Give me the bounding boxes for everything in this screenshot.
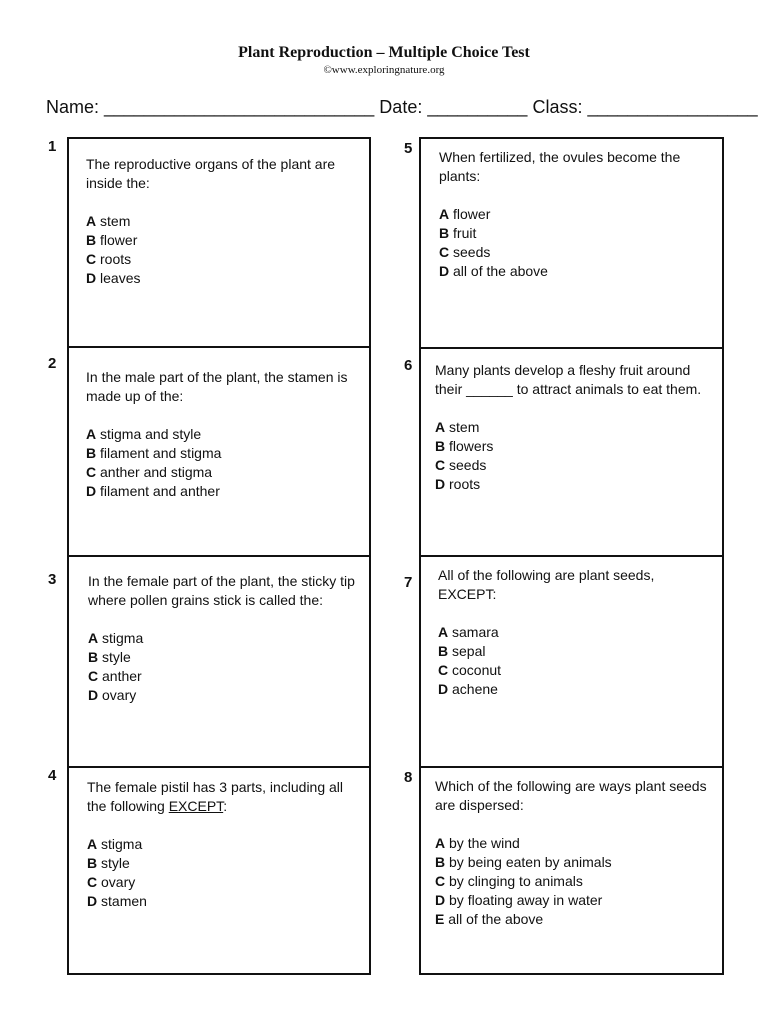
option-letter: A xyxy=(87,836,98,852)
option-text: roots xyxy=(445,476,481,492)
question-number: 7 xyxy=(404,574,413,591)
question-prompt: When fertilized, the ovules become the plants: xyxy=(439,149,681,184)
answer-option xyxy=(86,425,358,444)
answer-option xyxy=(439,243,711,262)
option-letter: A xyxy=(86,426,97,442)
question-number: 8 xyxy=(404,769,413,786)
copyright-line: ©www.exploringnature.org xyxy=(323,64,445,76)
option-letter: D xyxy=(435,892,446,908)
option-letter: C xyxy=(439,244,450,260)
option-text: flowers xyxy=(445,438,494,454)
option-text: style xyxy=(98,649,131,665)
option-text: stigma and style xyxy=(96,426,202,442)
question-1 xyxy=(86,155,356,288)
answer-option xyxy=(438,642,698,661)
question-prompt: In the male part of the plant, the stamen is made up of the: xyxy=(86,369,348,404)
option-letter: B xyxy=(438,643,449,659)
question-5 xyxy=(439,148,711,281)
left-divider-1 xyxy=(69,346,369,348)
option-letter: D xyxy=(435,476,446,492)
answer-option xyxy=(87,873,357,892)
answer-option xyxy=(435,418,707,437)
answer-option xyxy=(438,661,698,680)
option-text: style xyxy=(97,855,130,871)
option-text: sepal xyxy=(448,643,486,659)
question-4 xyxy=(87,778,357,911)
answer-option xyxy=(86,250,356,269)
answer-option xyxy=(87,835,357,854)
option-letter: C xyxy=(438,662,449,678)
question-prompt: The reproductive organs of the plant are inside the: xyxy=(86,156,336,191)
question-number: 5 xyxy=(404,140,413,157)
option-letter: B xyxy=(439,225,450,241)
right-divider-3 xyxy=(421,766,722,768)
option-text: by floating away in water xyxy=(445,892,603,908)
option-letter: A xyxy=(88,630,99,646)
question-number: 6 xyxy=(404,357,413,374)
left-divider-2 xyxy=(69,555,369,557)
answer-option xyxy=(88,648,360,667)
prompt-text: The female pistil has 3 parts, including all the following xyxy=(87,779,344,814)
option-text: by clinging to animals xyxy=(445,873,583,889)
option-letter: A xyxy=(439,206,450,222)
option-text: all of the above xyxy=(449,263,548,279)
question-prompt xyxy=(87,778,357,816)
answer-option xyxy=(86,444,358,463)
option-letter: B xyxy=(435,854,446,870)
option-letter: D xyxy=(438,681,449,697)
option-text: ovary xyxy=(97,874,136,890)
option-text: ovary xyxy=(98,687,137,703)
option-letter: C xyxy=(435,457,446,473)
left-divider-3 xyxy=(69,766,369,768)
question-prompt: In the female part of the plant, the sticky tip where pollen grains stick is called the: xyxy=(88,573,355,608)
option-text: roots xyxy=(96,251,132,267)
question-3 xyxy=(88,572,360,705)
option-letter: A xyxy=(435,419,446,435)
answer-option xyxy=(435,910,711,929)
option-letter: B xyxy=(87,855,98,871)
answer-option xyxy=(86,231,356,250)
prompt-emphasis: EXCEPT xyxy=(168,798,224,814)
option-text: seeds xyxy=(445,457,487,473)
prompt-text-end: : xyxy=(223,798,228,814)
answer-option xyxy=(438,623,698,642)
question-number: 4 xyxy=(48,767,57,784)
right-divider-2 xyxy=(421,555,722,557)
answer-option xyxy=(86,482,358,501)
answer-option xyxy=(439,205,711,224)
option-text: achene xyxy=(448,681,498,697)
option-letter: C xyxy=(88,668,99,684)
option-letter: D xyxy=(439,263,450,279)
question-number: 2 xyxy=(48,355,57,372)
option-letter: B xyxy=(88,649,99,665)
question-prompt: All of the following are plant seeds, EXCEPT: xyxy=(438,567,655,602)
question-7 xyxy=(438,566,698,699)
answer-option xyxy=(438,680,698,699)
option-letter: C xyxy=(86,464,97,480)
option-text: stigma xyxy=(97,836,143,852)
option-letter: B xyxy=(86,232,97,248)
option-text: filament and anther xyxy=(96,483,220,499)
answer-option xyxy=(86,269,356,288)
answer-option xyxy=(87,854,357,873)
answer-option xyxy=(87,892,357,911)
option-text: fruit xyxy=(449,225,477,241)
option-letter: D xyxy=(86,483,97,499)
option-text: stem xyxy=(96,213,131,229)
answer-option xyxy=(435,437,707,456)
answer-option xyxy=(435,891,711,910)
answer-option xyxy=(88,667,360,686)
option-letter: A xyxy=(435,835,446,851)
option-text: anther xyxy=(98,668,142,684)
option-letter: A xyxy=(86,213,97,229)
answer-option xyxy=(435,456,707,475)
option-letter: C xyxy=(435,873,446,889)
answer-option xyxy=(86,212,356,231)
question-2 xyxy=(86,368,358,501)
option-text: all of the above xyxy=(444,911,544,927)
option-letter: B xyxy=(86,445,97,461)
option-text: flower xyxy=(449,206,491,222)
name-date-class-line: Name: ___________________________ Date: __________ Class: _________________ xyxy=(46,97,758,117)
question-number: 1 xyxy=(48,138,57,155)
option-text: by being eaten by animals xyxy=(445,854,612,870)
right-divider-1 xyxy=(421,347,722,349)
answer-option xyxy=(435,853,711,872)
answer-option xyxy=(86,463,358,482)
worksheet-title: Plant Reproduction – Multiple Choice Test xyxy=(238,44,530,61)
option-letter: C xyxy=(87,874,98,890)
option-text: flower xyxy=(96,232,138,248)
answer-option xyxy=(439,224,711,243)
option-letter: B xyxy=(435,438,446,454)
option-text: by the wind xyxy=(445,835,520,851)
option-text: leaves xyxy=(96,270,141,286)
option-letter: D xyxy=(87,893,98,909)
answer-option xyxy=(435,475,707,494)
answer-option xyxy=(88,686,360,705)
option-text: stem xyxy=(445,419,480,435)
question-8 xyxy=(435,777,711,929)
option-text: coconut xyxy=(448,662,502,678)
option-letter: A xyxy=(438,624,449,640)
option-letter: E xyxy=(435,911,445,927)
option-text: filament and stigma xyxy=(96,445,222,461)
option-letter: C xyxy=(86,251,97,267)
option-text: seeds xyxy=(449,244,491,260)
option-letter: D xyxy=(86,270,97,286)
option-text: stamen xyxy=(97,893,147,909)
answer-option xyxy=(435,872,711,891)
answer-option xyxy=(439,262,711,281)
question-number: 3 xyxy=(48,571,57,588)
option-text: stigma xyxy=(98,630,144,646)
option-text: anther and stigma xyxy=(96,464,213,480)
question-prompt: Many plants develop a fleshy fruit around their ______ to attract animals to eat them. xyxy=(435,362,702,397)
option-letter: D xyxy=(88,687,99,703)
option-text: samara xyxy=(448,624,499,640)
answer-option xyxy=(435,834,711,853)
question-6 xyxy=(435,361,707,494)
answer-option xyxy=(88,629,360,648)
question-prompt: Which of the following are ways plant seeds are dispersed: xyxy=(435,778,707,813)
